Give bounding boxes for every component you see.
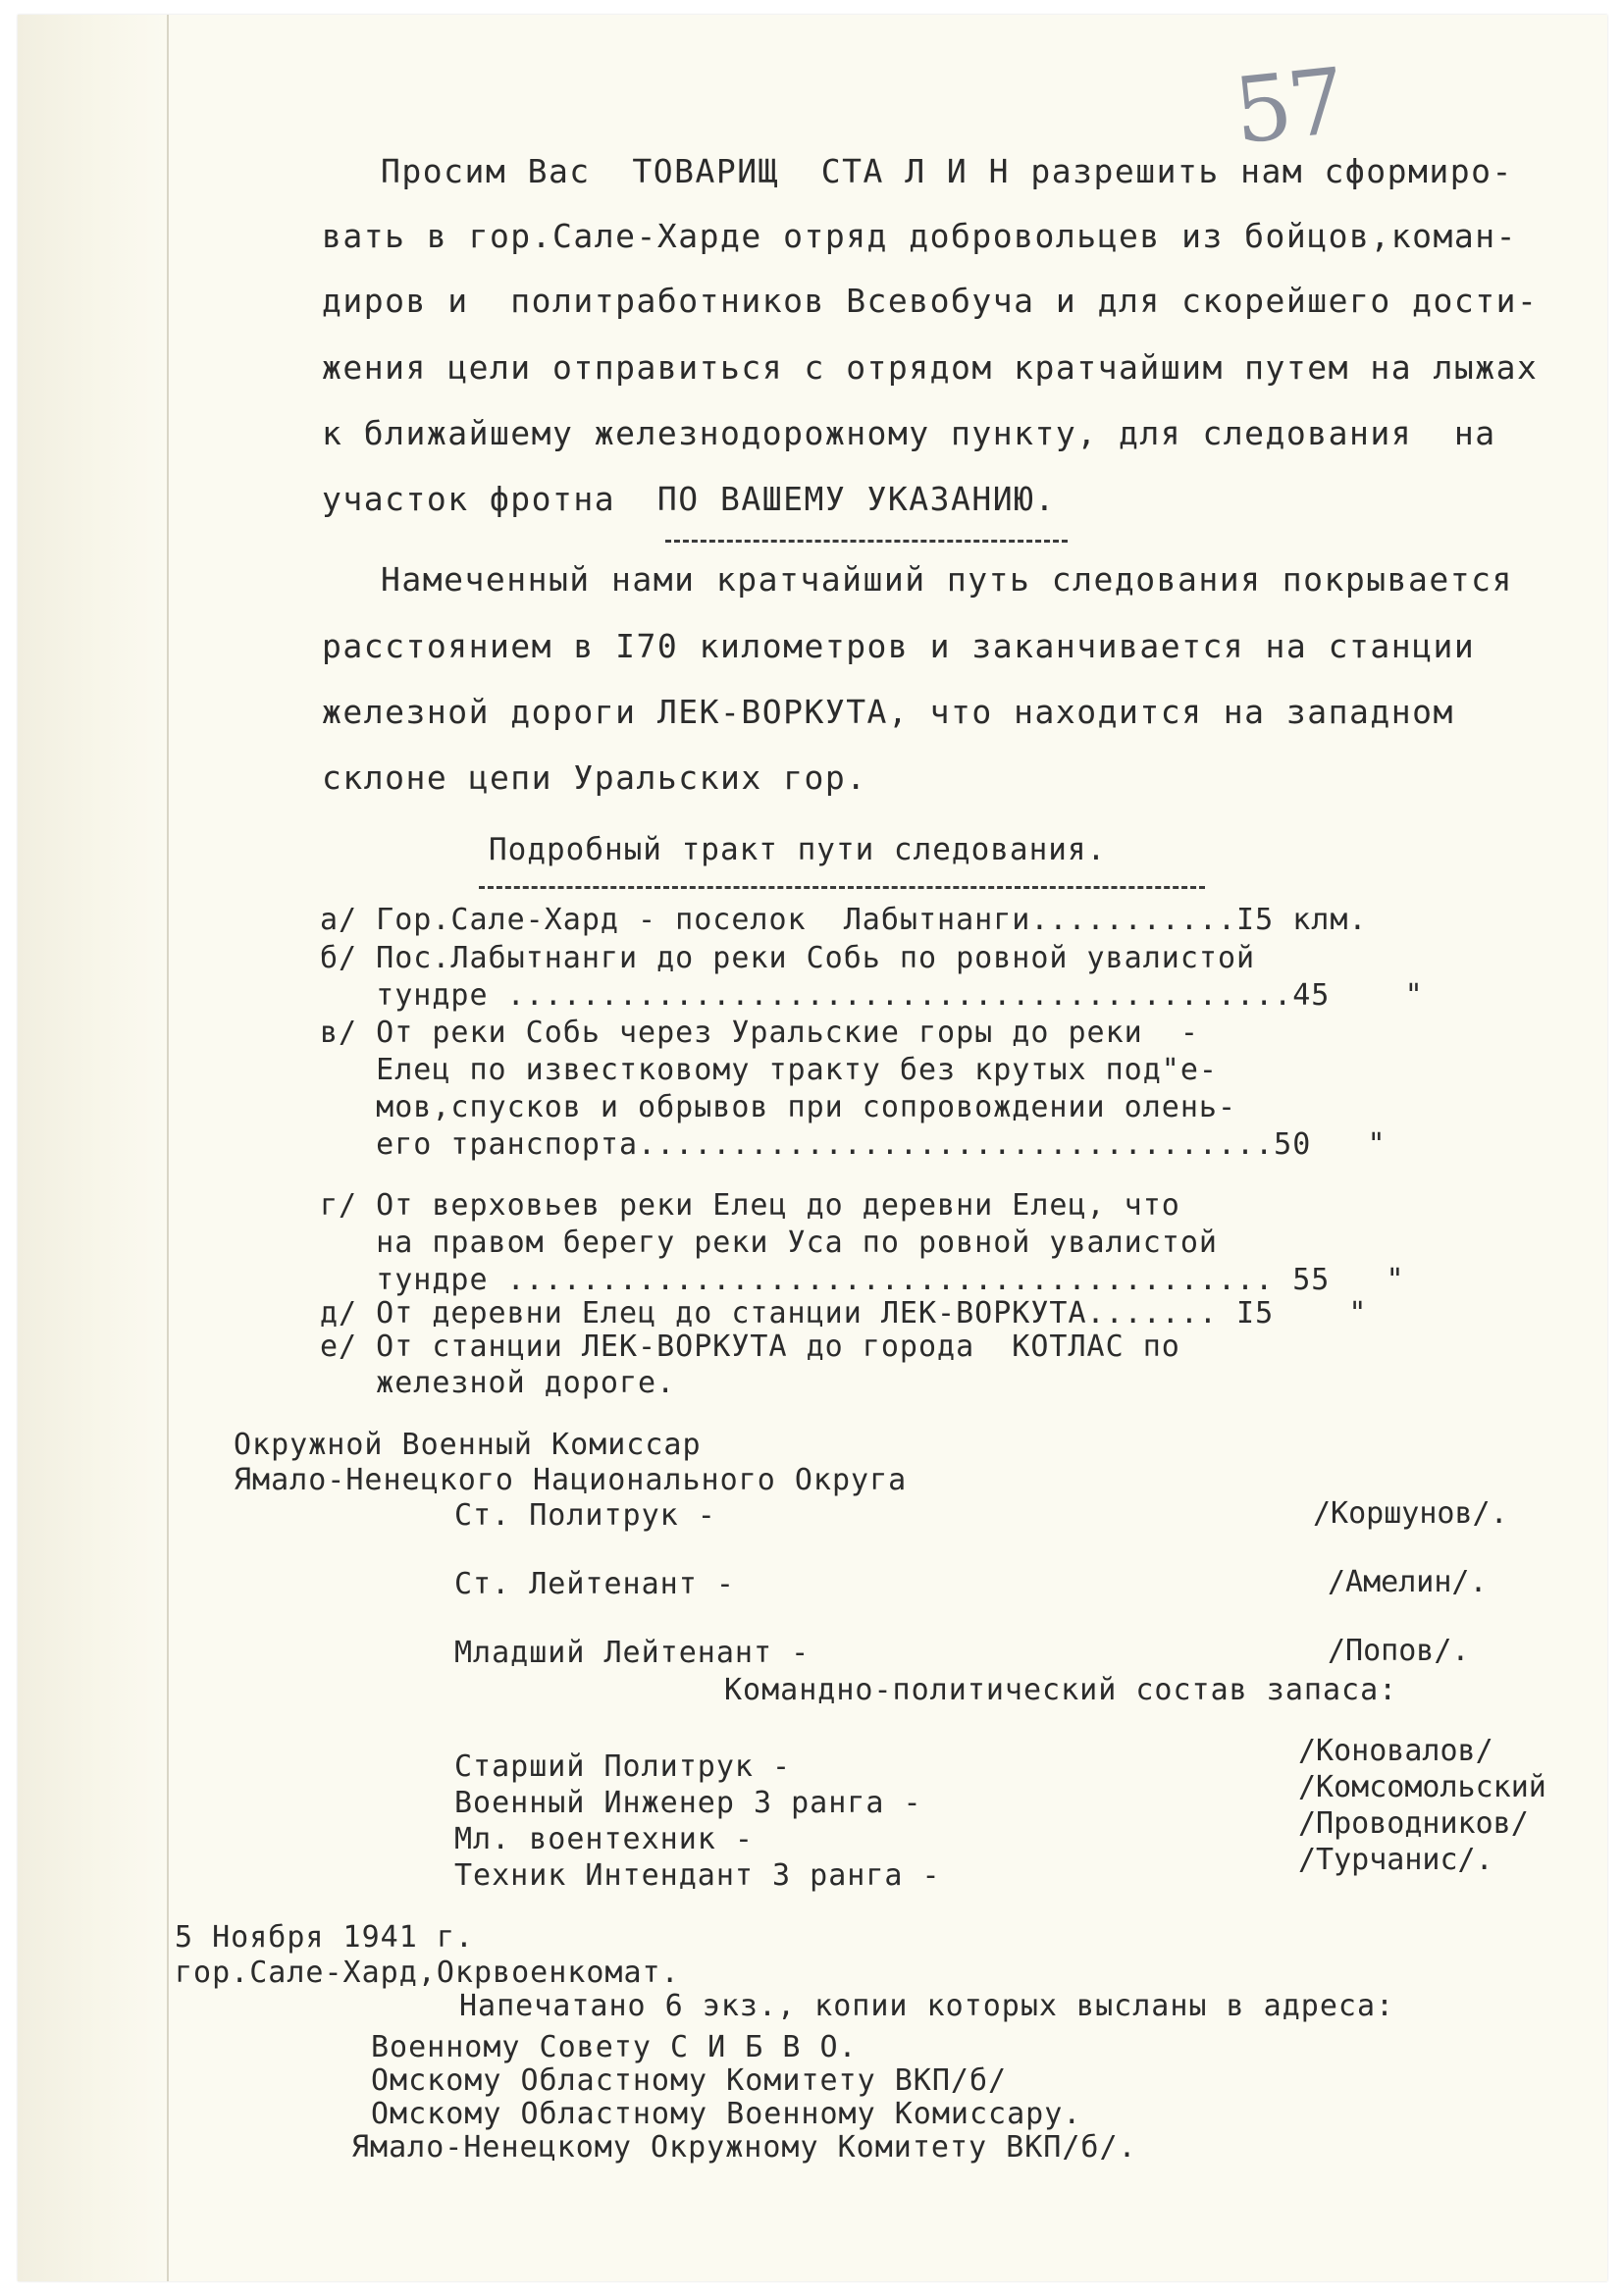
route-item-line: е/ От станции ЛЕК-ВОРКУТА до города КОТЛАС по <box>320 1330 1180 1364</box>
route-item-line: железной дороге. <box>320 1366 676 1400</box>
handwritten-page-number: 57 <box>1229 48 1347 165</box>
route-paragraph-line: расстоянием в I70 километров и заканчивается на станции <box>322 627 1476 665</box>
petition-line: диров и политработников Всевобуча и для скорейшего дости- <box>322 282 1539 320</box>
signer-name: /Амелин/. <box>1328 1565 1488 1599</box>
reserve-signer-rank: Мл. воентехник - <box>454 1822 754 1856</box>
distribution-heading: Напечатано 6 экз., копии которых высланы в адреса: <box>459 1989 1395 2023</box>
reserve-signer-name: /Проводников/ <box>1298 1806 1529 1841</box>
route-item-line: а/ Гор.Сале-Хард - поселок Лабытнанги...........I5 клм. <box>320 903 1368 937</box>
org-title-line: Окружной Военный Комиссар <box>234 1428 702 1462</box>
fold-line <box>167 15 169 2281</box>
route-item-line: Елец по известковому тракту без крутых под"е- <box>320 1053 1218 1087</box>
route-item-line: тундре ......................................... 55 " <box>320 1263 1405 1297</box>
date-line: 5 Ноября 1941 г. <box>175 1920 474 1955</box>
place-line: гор.Сале-Хард,Окрвоенкомат. <box>175 1956 680 1990</box>
distribution-item: Омскому Областному Военному Комиссару. <box>371 2097 1082 2131</box>
signer-rank: Ст. Лейтенант - <box>454 1567 735 1601</box>
reserve-heading: Командно-политический состав запаса: <box>724 1673 1398 1707</box>
petition-line: вать в гор.Сале-Харде отряд добровольцев из бойцов,коман- <box>322 217 1517 255</box>
route-paragraph-line: железной дороги ЛЕК-ВОРКУТА, что находится на западном <box>322 693 1454 731</box>
petition-line: участок фротна ПО ВАШЕМУ УКАЗАНИЮ. <box>322 480 1056 518</box>
route-item-line: г/ От верховьев реки Елец до деревни Елец, что <box>320 1188 1180 1223</box>
route-item-line: мов,спусков и обрывов при сопровождении олень- <box>320 1090 1237 1124</box>
route-item-line: б/ Пос.Лабытнанги до реки Собь по ровной увалистой <box>320 941 1256 975</box>
reserve-signer-name: /Коновалов/ <box>1298 1734 1493 1768</box>
reserve-signer-rank: Техник Интендант 3 ранга - <box>454 1858 941 1893</box>
underline-dashes <box>665 540 1068 543</box>
signer-rank: Ст. Политрук - <box>454 1498 716 1533</box>
document-sheet <box>18 15 1607 2281</box>
distribution-item: Омскому Областному Комитету ВКП/б/ <box>371 2063 1008 2098</box>
petition-line: жения цели отправиться с отрядом кратчайшим путем на лыжах <box>322 348 1539 387</box>
route-item-line: тундре ..........................................45 " <box>320 978 1424 1013</box>
signer-name: /Коршунов/. <box>1313 1496 1508 1531</box>
signer-rank: Младший Лейтенант - <box>454 1636 811 1670</box>
distribution-item: Ямало-Ненецкому Окружному Комитету ВКП/б/. <box>351 2130 1137 2165</box>
route-item-line: на правом берегу реки Уса по ровной увалистой <box>320 1226 1218 1260</box>
binding-shadow <box>18 15 170 2281</box>
route-paragraph-line: склоне цепи Уральских гор. <box>322 758 867 797</box>
heading-underline-dashes <box>479 886 1205 889</box>
reserve-signer-rank: Военный Инженер 3 ранга - <box>454 1786 922 1820</box>
route-item-line: его транспорта..................................50 " <box>320 1127 1387 1162</box>
reserve-signer-name: /Комсомольский <box>1298 1770 1546 1804</box>
petition-line: Просим Вас ТОВАРИЩ СТА Л И Н разрешить нам сформиро- <box>381 152 1513 190</box>
org-title-line: Ямало-Ненецкого Национального Округа <box>234 1463 908 1497</box>
route-heading: Подробный тракт пути следования. <box>489 832 1107 867</box>
signer-name: /Попов/. <box>1328 1634 1470 1668</box>
reserve-signer-rank: Старший Политрук - <box>454 1749 792 1784</box>
route-item-line: в/ От реки Собь через Уральские горы до реки - <box>320 1016 1199 1050</box>
reserve-signer-name: /Турчанис/. <box>1298 1843 1493 1877</box>
route-item-line: д/ От деревни Елец до станции ЛЕК-ВОРКУТА....... I5 " <box>320 1296 1368 1331</box>
distribution-item: Военному Совету С И Б В О. <box>371 2030 858 2064</box>
route-paragraph-line: Намеченный нами кратчайший путь следования покрывается <box>381 560 1513 599</box>
petition-line: к ближайшему железнодорожному пункту, для следования на <box>322 414 1496 452</box>
